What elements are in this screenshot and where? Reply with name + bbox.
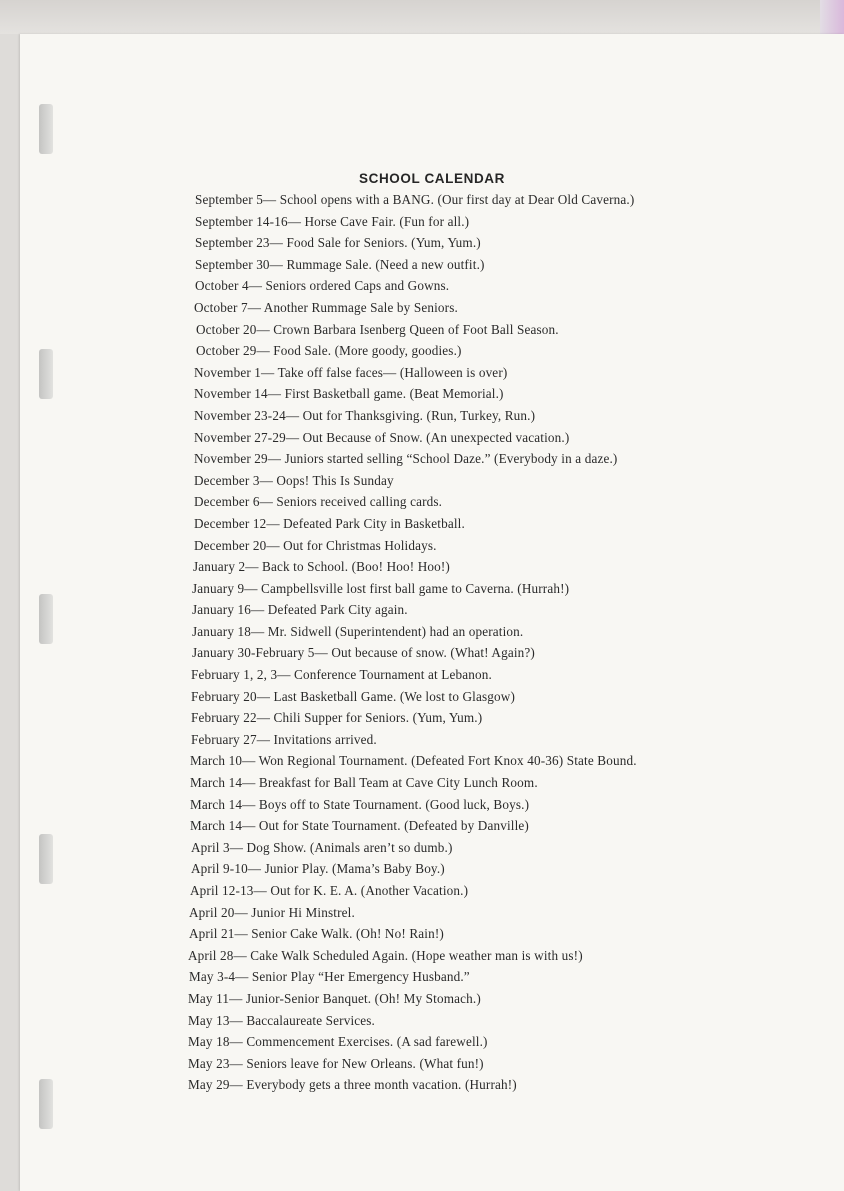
calendar-entry: April 3— Dog Show. (Animals aren’t so dumb.)	[191, 839, 453, 855]
calendar-entry: April 20— Junior Hi Minstrel.	[189, 904, 355, 920]
binder-hole	[39, 834, 53, 884]
calendar-entry: October 29— Food Sale. (More goody, goodies.)	[196, 343, 462, 359]
calendar-entry: January 2— Back to School. (Boo! Hoo! Hoo!)	[193, 559, 450, 575]
calendar-entry: April 28— Cake Walk Scheduled Again. (Hope weather man is with us!)	[188, 947, 583, 963]
calendar-entry: April 12-13— Out for K. E. A. (Another Vacation.)	[190, 883, 469, 898]
calendar-entry: May 23— Seniors leave for New Orleans. (What fun!)	[188, 1055, 484, 1071]
calendar-entry: September 30— Rummage Sale. (Need a new outfit.)	[195, 256, 485, 272]
calendar-entry: September 14-16— Horse Cave Fair. (Fun for all.)	[195, 213, 470, 229]
calendar-entry: May 29— Everybody gets a three month vacation. (Hurrah!)	[188, 1077, 517, 1093]
binder-hole	[39, 1079, 53, 1129]
page-title: SCHOOL CALENDAR	[358, 171, 505, 186]
calendar-entry: March 14— Boys off to State Tournament. (Good luck, Boys.)	[190, 796, 530, 812]
calendar-entry: November 23-24— Out for Thanksgiving. (Run, Turkey, Run.)	[194, 407, 536, 423]
calendar-entry: November 27-29— Out Because of Snow. (An unexpected vacation.)	[194, 429, 570, 445]
calendar-entry: February 22— Chili Supper for Seniors. (Yum, Yum.)	[191, 710, 483, 726]
calendar-entry: December 3— Oops! This Is Sunday	[194, 472, 394, 488]
calendar-entry: January 16— Defeated Park City again.	[192, 602, 408, 618]
calendar-entry: December 6— Seniors received calling cards.	[194, 494, 443, 510]
calendar-entry: April 21— Senior Cake Walk. (Oh! No! Rain!)	[189, 926, 444, 942]
calendar-entry: April 9-10— Junior Play. (Mama’s Baby Boy.)	[191, 861, 445, 877]
calendar-entry: October 20— Crown Barbara Isenberg Queen of Foot Ball Season.	[196, 321, 559, 337]
scanner-background	[0, 0, 844, 34]
calendar-entry: October 7— Another Rummage Sale by Seniors.	[194, 299, 458, 315]
binder-hole	[39, 349, 53, 399]
document-page	[20, 34, 844, 1191]
calendar-entry: January 18— Mr. Sidwell (Superintendent) had an operation.	[192, 623, 524, 639]
calendar-entry: May 11— Junior-Senior Banquet. (Oh! My Stomach.)	[188, 990, 481, 1006]
calendar-entry: January 9— Campbellsville lost first ball game to Caverna. (Hurrah!)	[192, 580, 570, 596]
calendar-entry: May 13— Baccalaureate Services.	[188, 1012, 375, 1028]
calendar-entry: October 4— Seniors ordered Caps and Gowns.	[195, 278, 450, 294]
calendar-entry: March 10— Won Regional Tournament. (Defeated Fort Knox 40-36) State Bound.	[190, 753, 637, 769]
calendar-entry: November 1— Take off false faces— (Halloween is over)	[194, 364, 508, 380]
calendar-entry: November 29— Juniors started selling “School Daze.” (Everybody in a daze.)	[194, 451, 618, 467]
calendar-entry: December 12— Defeated Park City in Basketball.	[194, 515, 465, 531]
calendar-entry: May 3-4— Senior Play “Her Emergency Husband.”	[189, 969, 470, 985]
calendar-entry: February 27— Invitations arrived.	[191, 731, 377, 747]
binder-hole	[39, 104, 53, 154]
calendar-entry: February 1, 2, 3— Conference Tournament at Lebanon.	[191, 667, 492, 683]
calendar-entry: February 20— Last Basketball Game. (We lost to Glasgow)	[191, 688, 515, 704]
calendar-entry: March 14— Breakfast for Ball Team at Cave City Lunch Room.	[190, 775, 538, 791]
calendar-entry: May 18— Commencement Exercises. (A sad farewell.)	[188, 1034, 488, 1050]
calendar-entry: January 30-February 5— Out because of snow. (What! Again?)	[192, 645, 535, 661]
calendar-list	[174, 189, 814, 1096]
binder-hole	[39, 594, 53, 644]
calendar-entry: September 23— Food Sale for Seniors. (Yum, Yum.)	[195, 235, 481, 251]
calendar-entry: November 14— First Basketball game. (Beat Memorial.)	[194, 386, 504, 402]
calendar-entry: September 5— School opens with a BANG. (Our first day at Dear Old Caverna.)	[195, 192, 635, 207]
calendar-entry: December 20— Out for Christmas Holidays.	[194, 537, 437, 553]
calendar-entry: March 14— Out for State Tournament. (Defeated by Danville)	[190, 818, 529, 834]
